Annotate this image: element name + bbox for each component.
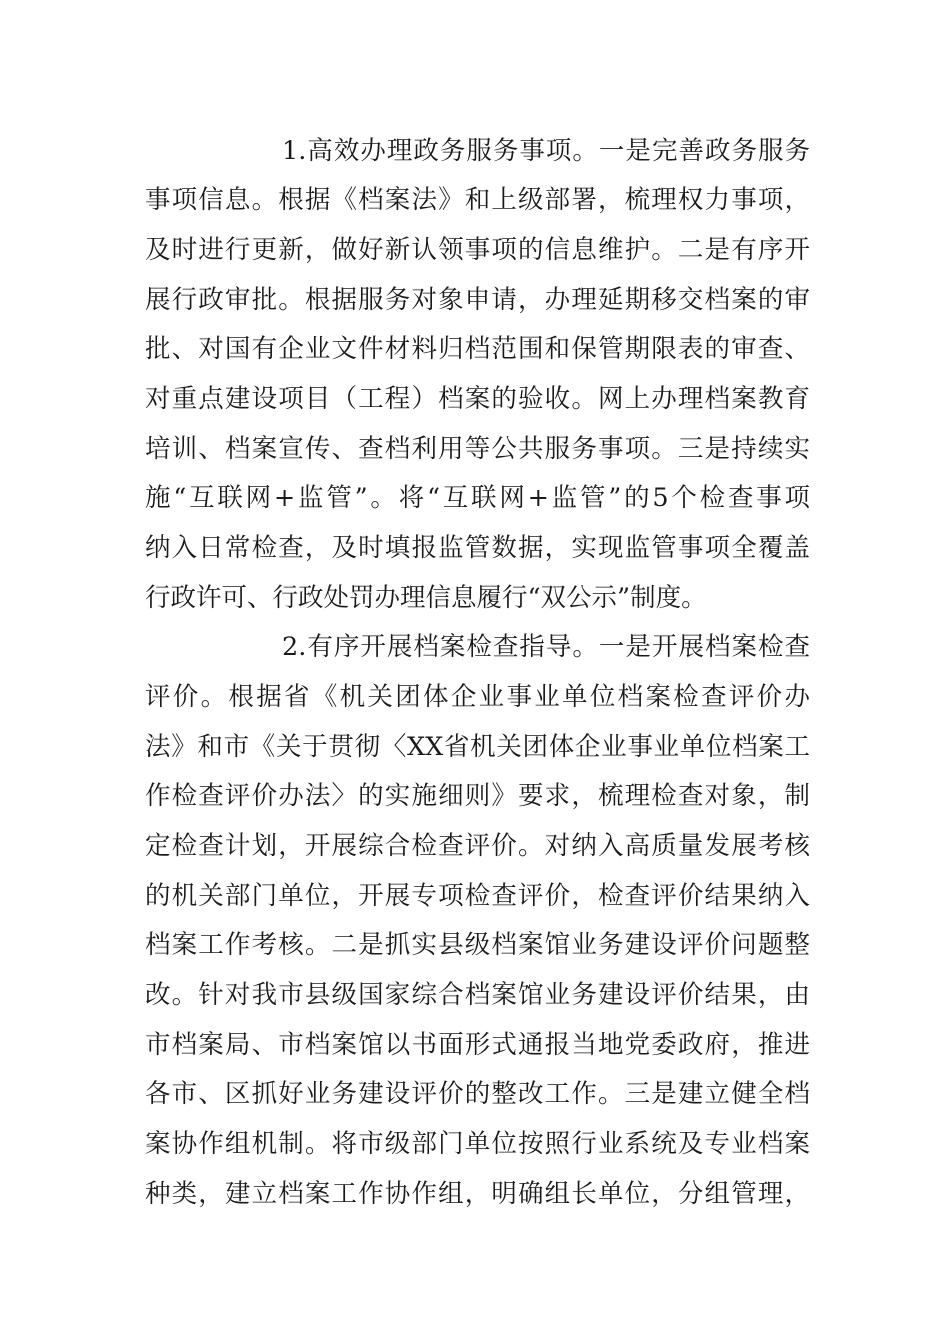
- paragraph-1-line-2: 事项信息。根据《档案法》和上级部署，梳理权力事项，: [145, 185, 810, 215]
- paragraph-2-line-3: 法》和市《关于贯彻〈XX省机关团体企业事业单位档案工: [145, 732, 810, 762]
- paragraph-2-line-1: 2.有序开展档案检查指导。一是开展档案检查: [282, 632, 810, 662]
- paragraph-2-line-8: 改。针对我市县级国家综合档案馆业务建设评价结果，由: [145, 980, 810, 1010]
- paragraph-1-line-5: 批、对国有企业文件材料归档范围和保管期限表的审查、: [145, 334, 810, 364]
- paragraph-2-line-5: 定检查计划，开展综合检查评价。对纳入高质量发展考核: [145, 831, 810, 861]
- paragraph-2-line-12: 种类，建立档案工作协作组，明确组长单位，分组管理，: [145, 1179, 810, 1209]
- paragraph-1-line-1: 1.高效办理政务服务事项。一是完善政务服务: [282, 136, 810, 166]
- paragraph-2-line-2: 评价。根据省《机关团体企业事业单位档案检查评价办: [145, 682, 810, 712]
- paragraph-2-line-10: 各市、区抓好业务建设评价的整改工作。三是建立健全档: [145, 1079, 810, 1109]
- paragraph-2-line-4: 作检查评价办法〉的实施细则》要求，梳理检查对象，制: [145, 781, 810, 811]
- paragraph-2-line-6: 的机关部门单位，开展专项检查评价，检查评价结果纳入: [145, 881, 810, 911]
- paragraph-1-line-7: 培训、档案宣传、查档利用等公共服务事项。三是持续实: [145, 434, 810, 464]
- paragraph-1-line-6: 对重点建设项目（工程）档案的验收。网上办理档案教育: [145, 384, 810, 414]
- paragraph-1-line-3: 及时进行更新，做好新认领事项的信息维护。二是有序开: [145, 235, 810, 265]
- paragraph-1-line-4: 展行政审批。根据服务对象申请，办理延期移交档案的审: [145, 285, 810, 315]
- paragraph-2-line-11: 案协作组机制。将市级部门单位按照行业系统及专业档案: [145, 1129, 810, 1159]
- paragraph-1-line-8: 施“互联网+监管”。将“互联网+监管”的5个检查事项: [145, 483, 810, 513]
- paragraph-1-line-9: 纳入日常检查，及时填报监管数据，实现监管事项全覆盖: [145, 533, 810, 563]
- paragraph-2-line-7: 档案工作考核。二是抓实县级档案馆业务建设评价问题整: [145, 930, 810, 960]
- paragraph-1-line-10: 行政许可、行政处罚办理信息履行“双公示”制度。: [145, 583, 707, 613]
- paragraph-2-line-9: 市档案局、市档案馆以书面形式通报当地党委政府，推进: [145, 1030, 810, 1060]
